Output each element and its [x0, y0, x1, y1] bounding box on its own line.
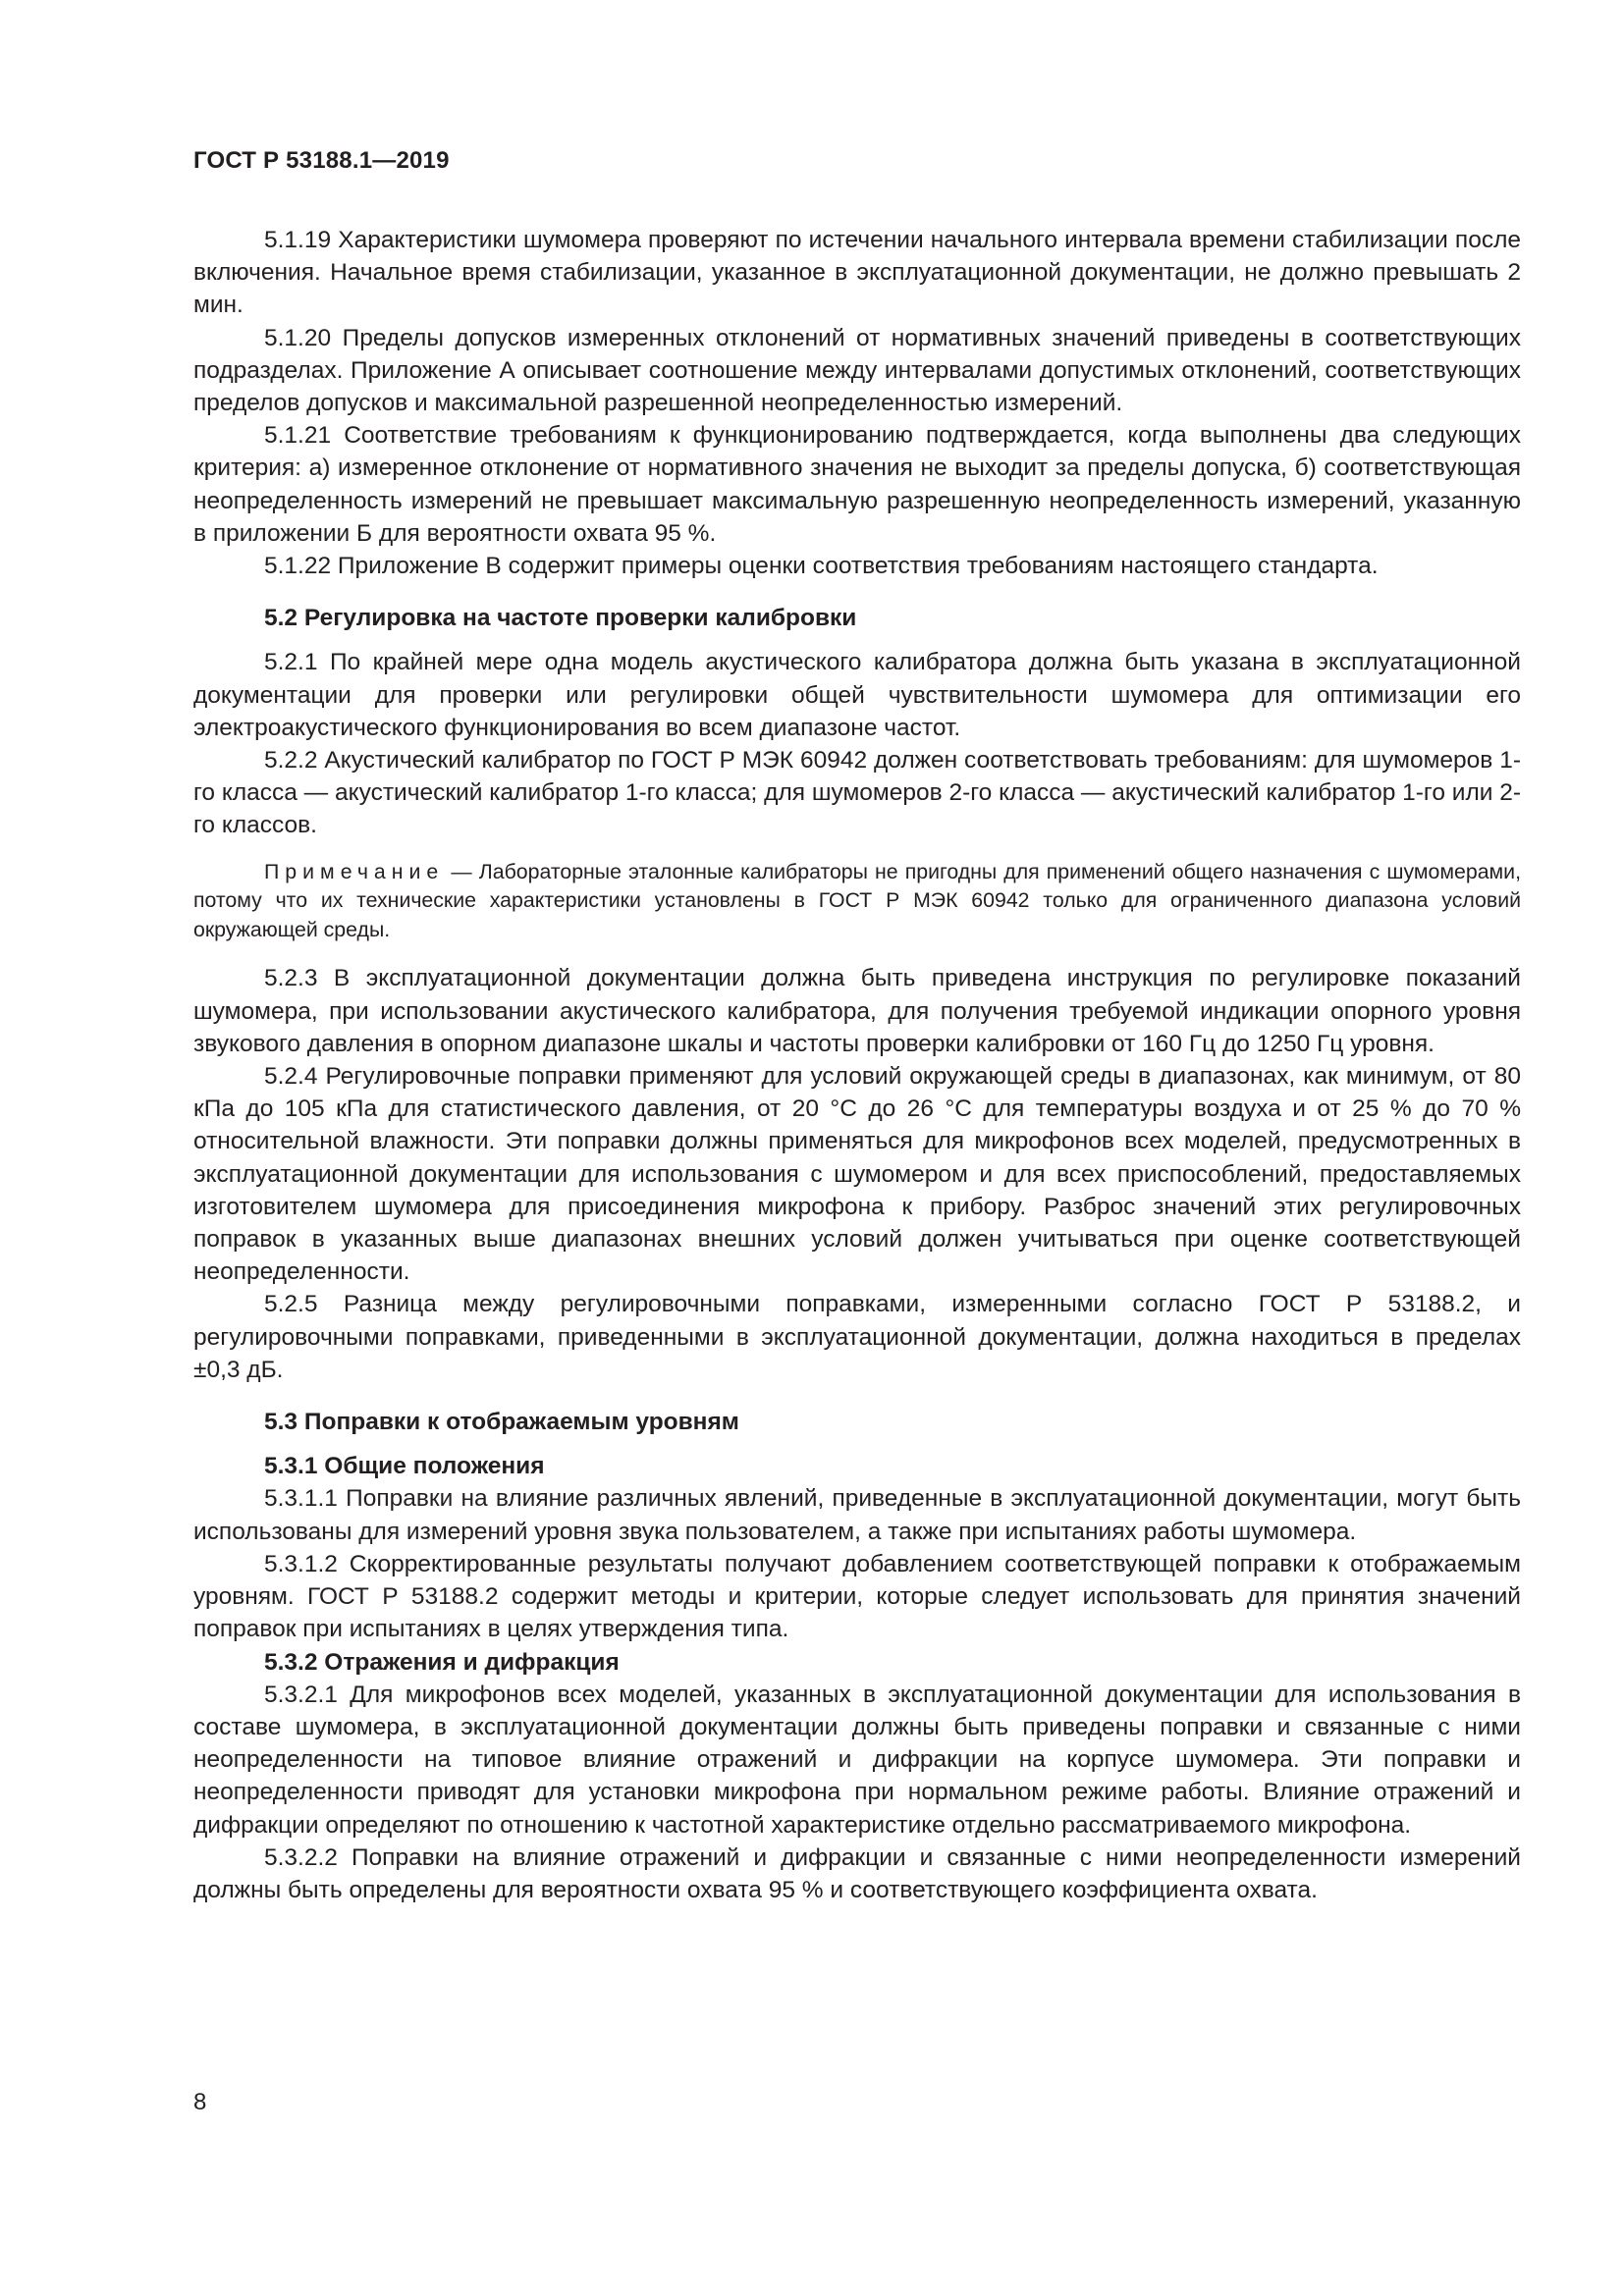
- paragraph-5-3-2-1: 5.3.2.1 Для микрофонов всех моделей, указанных в эксплуатационной документации для использования в составе шумомера, в эксплуатационной документации должны быть приведены поправки и связанные с ними неопределенности на типовое влияние отражений и дифракции на корпусе шумомера. Эти поправки и неопределенности приводят для установки микрофона при нормальном режиме работы. Влияние отражений и дифракции определяют по отношению к частотной характеристике отдельно рассматриваемого микрофона.: [193, 1681, 1521, 1839]
- document-code-header: ГОСТ Р 53188.1—2019: [193, 147, 450, 174]
- paragraph-5-1-21: 5.1.21 Соответствие требованиям к функционированию подтверждается, когда выполнены два следующих критерия: а) измеренное отклонение от нормативного значения не выходит за пределы допуска, б) соответствующая неопределенность измерений не превышает максимальную разрешенную неопределенность измерений, указанную в приложении Б для вероятности охвата 95 %.: [193, 422, 1521, 547]
- page-number: 8: [193, 2089, 207, 2115]
- section-heading-5-2: 5.2 Регулировка на частоте проверки калибровки: [264, 605, 857, 632]
- paragraph-5-3-2-2: 5.3.2.2 Поправки на влияние отражений и дифракции и связанные с ними неопределенности измерений должны быть определены для вероятности охвата 95 % и соответствующего коэффициента охвата.: [193, 1843, 1521, 1903]
- paragraph-5-2-4: 5.2.4 Регулировочные поправки применяют для условий окружающей среды в диапазонах, как минимум, от 80 кПа до 105 кПа для статистического давления, от 20 °С до 26 °С для температуры воздуха и от 25 % до 70 % относительной влажности. Эти поправки должны применяться для микрофонов всех моделей, предусмотренных в эксплуатационной документации для использования с шумомером и для всех приспособлений, предоставляемых изготовителем шумомера для присоединения микрофона к прибору. Разброс значений этих регулировочных поправок в указанных выше диапазонах внешних условий должен учитываться при оценке соответствующей неопределенности.: [193, 1063, 1521, 1286]
- note: [193, 858, 1521, 945]
- paragraph-5-2-2: 5.2.2 Акустический калибратор по ГОСТ Р МЭК 60942 должен соответствовать требованиям: для шумомеров 1-го класса — акустический калибратор 1-го класса; для шумомеров 2-го класса — акустический калибратор 1-го или 2-го классов.: [193, 747, 1522, 839]
- note-text: — Лабораторные эталонные калибраторы не пригодны для применений общего назначения с шумомерами, потому что их технические характеристики установлены в ГОСТ Р МЭК 60942 только для ограниченного диапазона условий окружающей среды.: [193, 859, 1521, 941]
- paragraph-5-1-20: 5.1.20 Пределы допусков измеренных отклонений от нормативных значений приведены в соответствующих подразделах. Приложение А описывает соотношение между интервалами допустимых отклонений, соответствующих пределов допусков и максимальной разрешенной неопределенностью измерений.: [193, 324, 1521, 417]
- subsection-heading-5-3-2: 5.3.2 Отражения и дифракция: [264, 1648, 620, 1676]
- paragraph-5-3-1-2: 5.3.1.2 Скорректированные результаты получают добавлением соответствующей поправки к отображаемым уровням. ГОСТ Р 53188.2 содержит методы и критерии, которые следует использовать для принятия значений поправок при испытаниях в целях утверждения типа.: [193, 1550, 1521, 1643]
- paragraph-5-1-22: 5.1.22 Приложение В содержит примеры оценки соответствия требованиям настоящего стандарта.: [264, 553, 1379, 580]
- note-label: Примечание: [264, 859, 445, 883]
- document-body: [193, 224, 1521, 1906]
- paragraph-5-2-3: 5.2.3 В эксплуатационной документации должна быть приведена инструкция по регулировке показаний шумомера, при использовании акустического калибратора, для получения требуемой индикации опорного уровня звукового давления в опорном диапазоне шкалы и частоты проверки калибровки от 160 Гц до 1250 Гц уровня.: [193, 965, 1521, 1057]
- paragraph-5-2-5: 5.2.5 Разница между регулировочными поправками, измеренными согласно ГОСТ Р 53188.2, и регулировочными поправками, приведенными в эксплуатационной документации, должна находиться в пределах ±0,3 дБ.: [193, 1291, 1521, 1383]
- section-heading-5-3: 5.3 Поправки к отображаемым уровням: [264, 1409, 739, 1436]
- paragraph-5-1-19: 5.1.19 Характеристики шумомера проверяют по истечении начального интервала времени стабилизации после включения. Начальное время стабилизации, указанное в эксплуатационной документации, не должно превышать 2 мин.: [193, 227, 1521, 319]
- subsection-heading-5-3-1: 5.3.1 Общие положения: [264, 1453, 545, 1480]
- paragraph-5-2-1: 5.2.1 По крайней мере одна модель акустического калибратора должна быть указана в эксплуатационной документации для проверки или регулировки общей чувствительности шумомера для оптимизации его электроакустического функционирования во всем диапазоне частот.: [193, 649, 1521, 741]
- paragraph-5-3-1-1: 5.3.1.1 Поправки на влияние различных явлений, приведенные в эксплуатационной документации, могут быть использованы для измерений уровня звука пользователем, а также при испытаниях работы шумомера.: [193, 1485, 1521, 1545]
